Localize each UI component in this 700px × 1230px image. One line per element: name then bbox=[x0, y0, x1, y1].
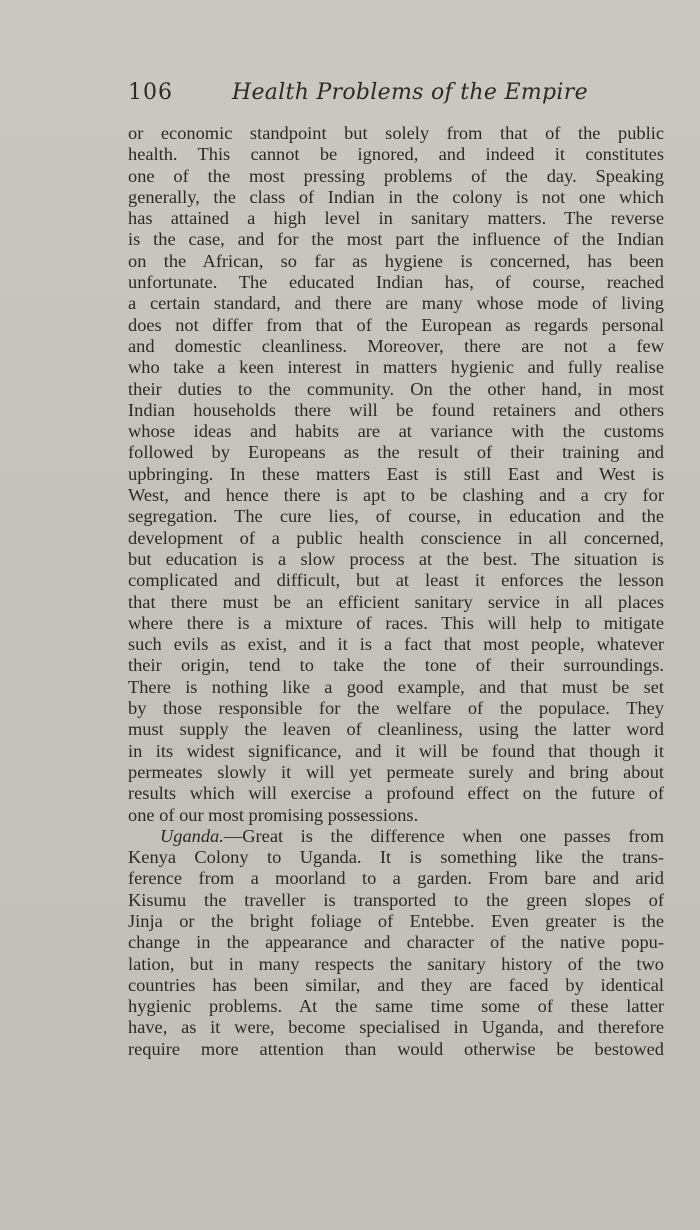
text-line: or economic standpoint but solely from that of the public bbox=[128, 123, 664, 143]
text-line: permeates slowly it will yet permeate surely and bring about bbox=[128, 761, 664, 782]
text-line: does not differ from that of the European as regards personal bbox=[128, 314, 664, 335]
text-line: that there must be an efficient sanitary service in all places bbox=[128, 591, 664, 612]
text-line: Kenya Colony to Uganda. It is something like the trans- bbox=[128, 847, 664, 868]
running-head bbox=[128, 80, 588, 114]
text-line: health. This cannot be ignored, and indeed it constitutes bbox=[128, 144, 664, 165]
text-line: is the case, and for the most part the influence of the Indian bbox=[128, 229, 664, 250]
text-line: in its widest significance, and it will be found that though it bbox=[128, 740, 664, 761]
text-line: by those responsible for the welfare of the populace. They bbox=[128, 698, 664, 719]
text-line: a certain standard, and there are many whose mode of living bbox=[128, 293, 664, 314]
text-line: and domestic cleanliness. Moreover, there are not a few bbox=[128, 335, 664, 356]
running-title: Health Problems of the Empire bbox=[232, 80, 588, 105]
text-line: Indian households there will be found retainers and others bbox=[128, 399, 664, 420]
text-line: followed by Europeans as the result of their training and bbox=[128, 442, 664, 463]
text-line: upbringing. In these matters East is still East and West is bbox=[128, 463, 664, 484]
text-line: Kisumu the traveller is transported to the green slopes of bbox=[128, 889, 664, 910]
text-line: who take a keen interest in matters hygienic and fully realise bbox=[128, 357, 664, 378]
text-line: segregation. The cure lies, of course, in education and the bbox=[128, 506, 664, 527]
text-line: has attained a high level in sanitary matters. The reverse bbox=[128, 208, 664, 229]
text-line: lation, but in many respects the sanitary history of the two bbox=[128, 953, 664, 974]
text-line: development of a public health conscience in all concerned, bbox=[128, 527, 664, 548]
text-line: one of the most pressing problems of the day. Speaking bbox=[128, 165, 664, 186]
section-heading: Uganda. bbox=[160, 825, 224, 846]
section-first-line bbox=[128, 826, 664, 847]
text-line: generally, the class of Indian in the colony is not one which bbox=[128, 186, 664, 207]
text-line: complicated and difficult, but at least it enforces the lesson bbox=[128, 570, 664, 591]
text-line: on the African, so far as hygiene is concerned, has been bbox=[128, 250, 664, 271]
text-line: change in the appearance and character of the native popu- bbox=[128, 932, 664, 953]
text-line: Jinja or the bright foliage of Entebbe. Even greater is the bbox=[128, 910, 664, 931]
text-line: unfortunate. The educated Indian has, of course, reached bbox=[128, 272, 664, 293]
text-line: but education is a slow process at the best. The situation is bbox=[128, 548, 664, 569]
text-line: their origin, tend to take the tone of their surroundings. bbox=[128, 655, 664, 676]
text-line: their duties to the community. On the other hand, in most bbox=[128, 378, 664, 399]
text-line: countries has been similar, and they are faced by identical bbox=[128, 974, 664, 995]
text-line: hygienic problems. At the same time some of these latter bbox=[128, 996, 664, 1017]
text-line: ference from a moorland to a garden. From bare and arid bbox=[128, 868, 664, 889]
text-line: whose ideas and habits are at variance with the customs bbox=[128, 421, 664, 442]
body-text bbox=[128, 123, 664, 1060]
text-line: West, and hence there is apt to be clashing and a cry for bbox=[128, 485, 664, 506]
page-number: 106 bbox=[128, 80, 173, 105]
text-line: must supply the leaven of cleanliness, using the latter word bbox=[128, 719, 664, 740]
text-line: have, as it were, become specialised in Uganda, and therefore bbox=[128, 1017, 664, 1038]
corner-mark bbox=[582, 0, 692, 10]
text-line: require more attention than would otherwise be bestowed bbox=[128, 1038, 664, 1059]
text-line: results which will exercise a profound effect on the future of bbox=[128, 783, 664, 804]
text-line: one of our most promising possessions. bbox=[128, 804, 419, 825]
text-line: There is nothing like a good example, and that must be set bbox=[128, 676, 664, 697]
text-line: where there is a mixture of races. This will help to mitigate bbox=[128, 612, 664, 633]
section-first-line-text: —Great is the difference when one passes from bbox=[223, 825, 664, 846]
text-line: such evils as exist, and it is a fact that most people, whatever bbox=[128, 634, 664, 655]
